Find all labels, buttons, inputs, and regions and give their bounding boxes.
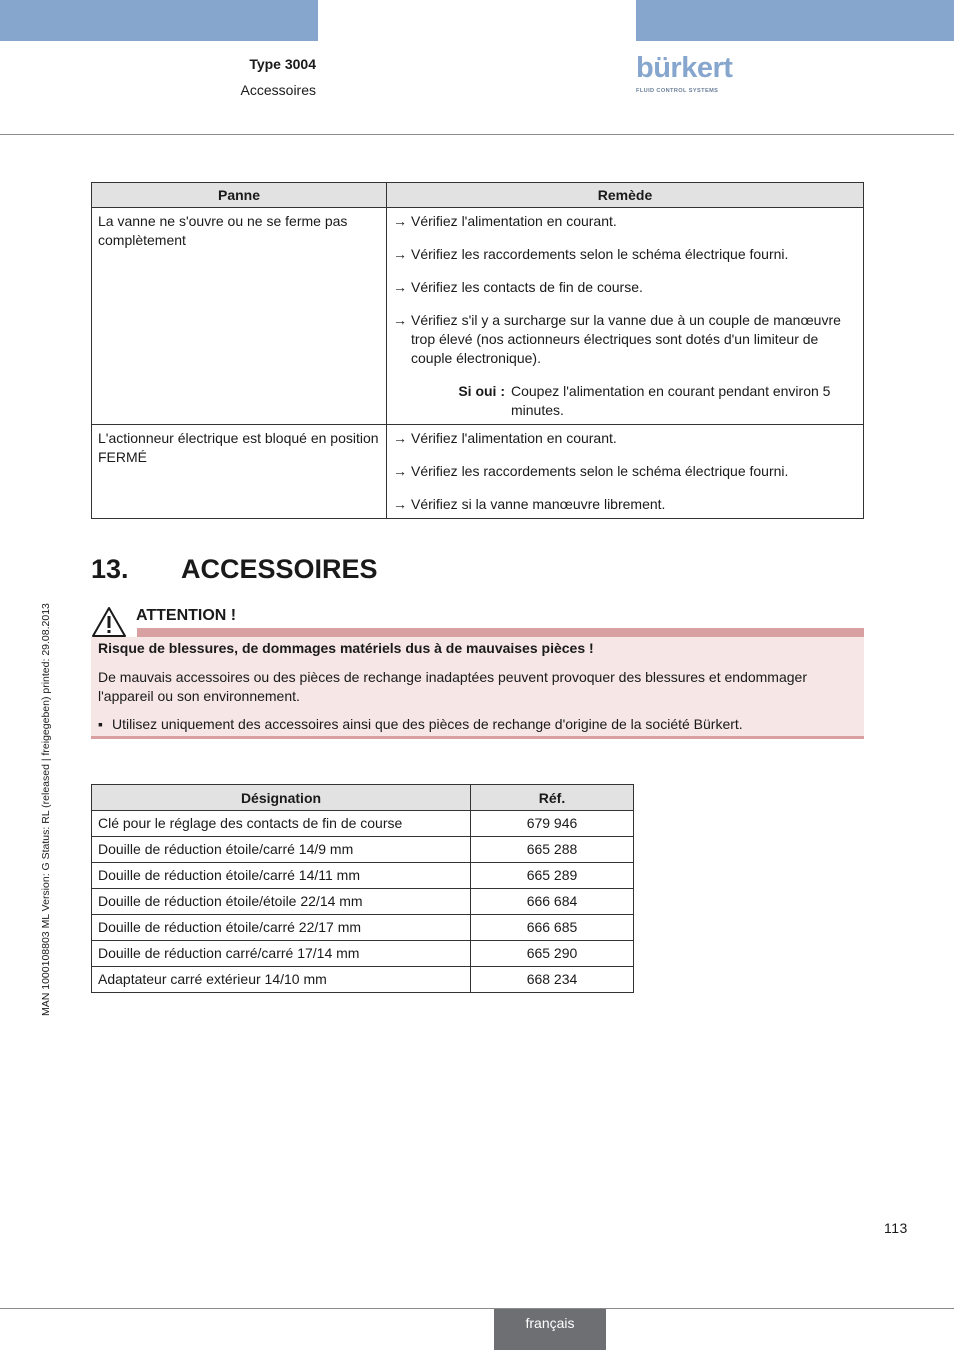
table-row (92, 837, 634, 863)
logo-wordmark: bürkert (636, 52, 733, 84)
table-row (92, 941, 634, 967)
designation-cell: Douille de réduction étoile/carré 22/17 mm (92, 915, 471, 941)
ref-cell: 665 288 (471, 837, 634, 863)
warning-box (91, 637, 864, 736)
table-row (92, 889, 634, 915)
arrow-icon: → (393, 279, 407, 295)
designation-cell: Clé pour le réglage des contacts de fin de course (92, 811, 471, 837)
footer-divider (0, 1308, 954, 1309)
warning-label: ATTENTION ! (136, 607, 237, 624)
remedy-item: → Vérifiez les raccordements selon le schéma électrique fourni. (393, 463, 789, 479)
designation-cell: Douille de réduction étoile/carré 14/9 mm (92, 837, 471, 863)
table-row (92, 915, 634, 941)
designation-cell: Douille de réduction carré/carré 17/14 mm (92, 941, 471, 967)
section-number: 13. (91, 554, 129, 584)
remedy-item: → Vérifiez l'alimentation en courant. (393, 430, 617, 446)
remedy-cell (387, 425, 864, 519)
column-header-designation: Désignation (92, 785, 471, 811)
table-row (92, 425, 864, 519)
warning-heading: Risque de blessures, de dommages matériels dus à de mauvaises pièces ! (98, 640, 594, 656)
table-row (92, 967, 634, 993)
remedy-cell (387, 208, 864, 425)
designation-cell: Adaptateur carré extérieur 14/10 mm (92, 967, 471, 993)
arrow-icon: → (393, 496, 407, 512)
ref-cell: 665 290 (471, 941, 634, 967)
table-row (92, 863, 634, 889)
warning-bullet (98, 716, 743, 732)
header-divider (0, 134, 954, 135)
table-header-row (92, 785, 634, 811)
arrow-icon: → (393, 213, 407, 229)
accessories-table (91, 784, 634, 993)
warning-bottom-bar (91, 736, 864, 739)
page-number: 113 (884, 1220, 908, 1236)
designation-cell: Douille de réduction étoile/étoile 22/14 mm (92, 889, 471, 915)
remedy-item: → Vérifiez l'alimentation en courant. (393, 213, 617, 229)
arrow-icon: → (393, 312, 407, 328)
ref-cell: 668 234 (471, 967, 634, 993)
column-header-remedy: Remède (387, 183, 864, 208)
table-row (92, 208, 864, 425)
logo-tagline: FLUID CONTROL SYSTEMS (636, 88, 719, 94)
ref-cell: 665 289 (471, 863, 634, 889)
warning-bullet-text: Utilisez uniquement des accessoires ainsi que des pièces de rechange d'origine de la société Bürkert. (112, 716, 743, 732)
language-tab: français (494, 1309, 606, 1350)
arrow-icon: → (393, 430, 407, 446)
warning-body: De mauvais accessoires ou des pièces de rechange inadaptées peuvent provoquer des blessures et endommager l'appareil ou son environnement. (98, 669, 807, 704)
table-header-row (92, 183, 864, 208)
fault-cell: La vanne ne s'ouvre ou ne se ferme pas complètement (92, 208, 387, 425)
document-section: Accessoires (240, 82, 316, 98)
if-yes-text: Coupez l'alimentation en courant pendant environ 5 minutes. (511, 383, 831, 418)
bullet-icon: ▪ (98, 716, 103, 732)
header-bar-right (636, 0, 954, 41)
header-bar-left (0, 0, 318, 41)
section-title (91, 554, 378, 585)
document-status-vertical: MAN 1000108803 ML Version: G Status: RL (released | freigegeben) printed: 29.08.2013 (40, 603, 52, 1016)
table-row (92, 811, 634, 837)
fault-cell: L'actionneur électrique est bloqué en position FERMÉ (92, 425, 387, 519)
section-heading: ACCESSOIRES (181, 554, 378, 584)
if-yes-label: Si oui : (458, 383, 505, 399)
burkert-logo (636, 52, 736, 98)
ref-cell: 666 685 (471, 915, 634, 941)
if-yes-note (393, 382, 857, 420)
warning-top-bar (137, 628, 864, 637)
troubleshooting-table (91, 182, 864, 519)
ref-cell: 666 684 (471, 889, 634, 915)
remedy-item: → Vérifiez si la vanne manœuvre librement. (393, 496, 666, 512)
column-header-ref: Réf. (471, 785, 634, 811)
designation-cell: Douille de réduction étoile/carré 14/11 mm (92, 863, 471, 889)
remedy-item: → Vérifiez les contacts de fin de course. (393, 279, 643, 295)
remedy-item: → Vérifiez les raccordements selon le schéma électrique fourni. (393, 246, 789, 262)
remedy-item: → Vérifiez s'il y a surcharge sur la vanne due à un couple de manœuvre trop élevé (nos actionneurs électriques sont dotés d'un limiteur de couple électronique). (393, 312, 841, 366)
document-type: Type 3004 (249, 56, 316, 72)
ref-cell: 679 946 (471, 811, 634, 837)
arrow-icon: → (393, 463, 407, 479)
warning-triangle-icon (91, 606, 127, 638)
column-header-fault: Panne (92, 183, 387, 208)
arrow-icon: → (393, 246, 407, 262)
